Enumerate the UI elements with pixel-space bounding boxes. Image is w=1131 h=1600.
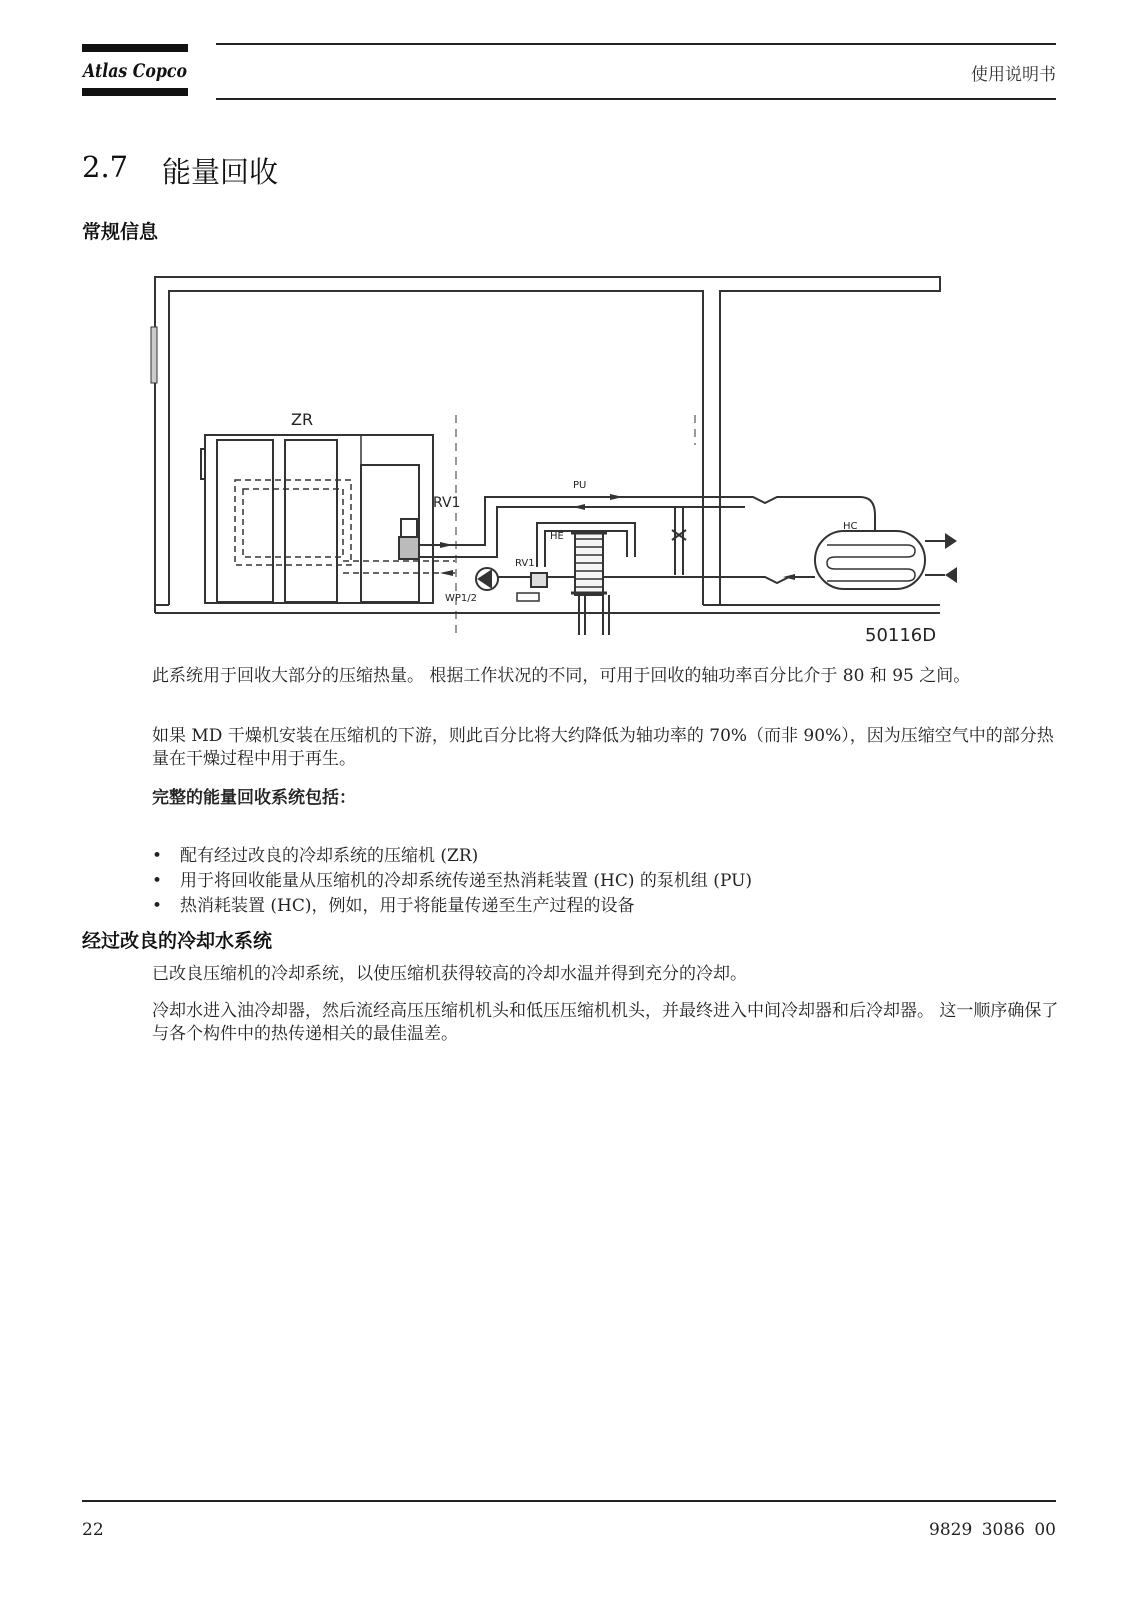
list-item: • 用于将回收能量从压缩机的冷却系统传递至热消耗装置 (HC) 的泵机组 (PU): [152, 869, 1062, 894]
general-info-heading: 常规信息: [82, 221, 159, 243]
logo-bar-bottom: [82, 88, 188, 96]
cooling-paragraph-2: 冷却水进入油冷却器，然后流经高压压缩机机头和低压压缩机机头，并最终进入中间冷却器和后冷却器。 这一顺序确保了与各个构件中的热传递相关的最佳温差。: [152, 1001, 1059, 1044]
section-title: 能量回收: [162, 155, 279, 189]
label-rv1-loop: RV1: [515, 558, 535, 569]
list-item: • 配有经过改良的冷却系统的压缩机 (ZR): [152, 844, 1062, 869]
system-list-heading: 完整的能量回收系统包括：: [152, 788, 356, 808]
label-hc: HC: [843, 521, 858, 532]
header-rule-bottom: [216, 98, 1056, 100]
compressor-body: [205, 435, 433, 603]
dryer-paragraph: 如果 MD 干燥机安装在压缩机的下游，则此百分比将大约降低为轴功率的 70%（而非 90%），因为压缩空气中的部分热量在干燥过程中用于再生。: [152, 726, 1054, 769]
energy-recovery-diagram: [155, 275, 975, 655]
header-rule-top: [216, 43, 1056, 45]
document-type: 使用说明书: [971, 65, 1056, 85]
intro-paragraph: 此系统用于回收大部分的压缩热量。 根据工作状况的不同，可用于回收的轴功率百分比介于 80 和 95 之间。: [152, 666, 971, 686]
label-rv1-compressor: RV1: [433, 495, 461, 511]
atlas-copco-logo: [82, 44, 190, 96]
logo-bar-top: [82, 44, 188, 52]
label-zr: ZR: [291, 410, 314, 429]
section-number: 2.7: [82, 150, 129, 184]
footer-rule: [82, 1500, 1056, 1502]
cooling-paragraph-1: 已改良压缩机的冷却系统，以使压缩机获得较高的冷却水温并得到充分的冷却。: [152, 964, 747, 984]
system-components-list: [152, 844, 1062, 919]
page-number: 22: [82, 1520, 104, 1540]
label-he: HE: [550, 531, 564, 542]
cooling-system-heading: 经过改良的冷却水系统: [82, 930, 273, 952]
svg-text:Atlas Copco: Atlas Copco: [81, 60, 188, 82]
figure-reference: 50116D: [865, 625, 937, 646]
document-number: 9829 3086 00: [929, 1520, 1056, 1540]
label-wp: WP1/2: [445, 593, 478, 604]
logo-wordmark: [82, 56, 190, 84]
wall-vent: [151, 327, 157, 383]
label-pu: PU: [573, 480, 587, 491]
list-item: • 热消耗装置 (HC)，例如，用于将能量传递至生产过程的设备: [152, 894, 1062, 919]
